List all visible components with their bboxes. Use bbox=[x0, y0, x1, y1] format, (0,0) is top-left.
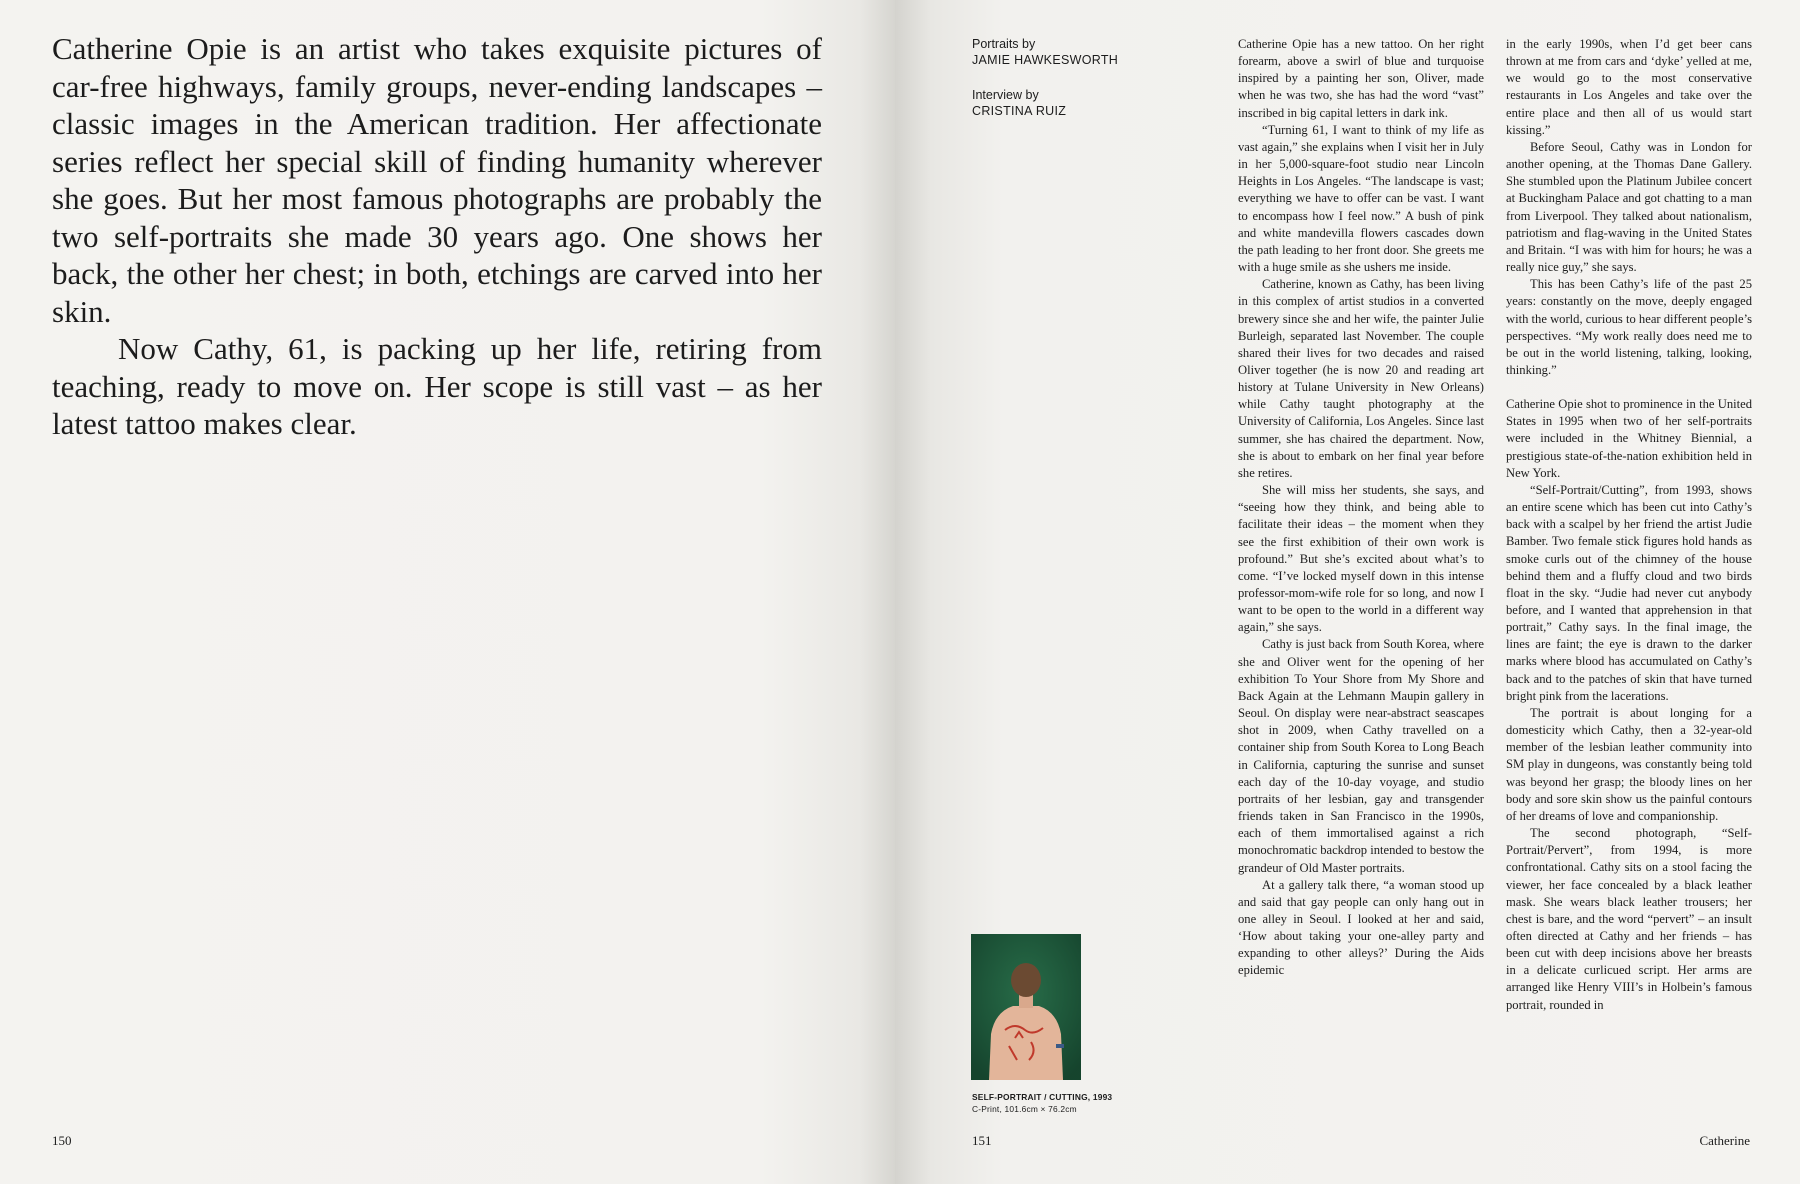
back-figure bbox=[989, 1006, 1063, 1080]
page-number: 150 bbox=[52, 1133, 72, 1148]
article-column-1 bbox=[1238, 36, 1484, 980]
photo-caption bbox=[972, 1092, 1112, 1115]
credits bbox=[972, 36, 1118, 119]
head-hair bbox=[1011, 963, 1041, 997]
running-head: Catherine bbox=[1699, 1133, 1750, 1148]
portraits-label: Portraits by bbox=[972, 37, 1036, 51]
article-paragraph: The portrait is about longing for a domesticity which Cathy, then a 32-year-old member of the lesbian leather community into SM play in dungeons, was constantly being told was beyond her grasp; the bloody lines on her body and sore skin show us the painful contours of her dreams of love and companionship. bbox=[1506, 705, 1752, 823]
article-paragraph: Before Seoul, Cathy was in London for another opening, at the Thomas Dane Gallery. She stumbled upon the Platinum Jubilee concert at Buckingham Palace and got chatting to a man from Liverpool. They talked about nationalism, patriotism and flag-waving in the United States and Britain. “I was with him for hours; he was a really nice guy,” she says. bbox=[1506, 139, 1752, 275]
portraits-name: JAMIE HAWKESWORTH bbox=[972, 53, 1119, 67]
page-number: 151 bbox=[972, 1133, 992, 1148]
interview-label: Interview by bbox=[972, 88, 1039, 102]
arm-tattoo bbox=[1056, 1044, 1064, 1048]
left-page bbox=[0, 0, 895, 1184]
article-paragraph: Catherine Opie shot to prominence in the United States in 1995 when two of her self-portraits were included in the Whitney Biennial, a prestigious state-of-the-nation exhibition held in New York. bbox=[1506, 397, 1752, 480]
article-paragraph: Cathy is just back from South Korea, where she and Oliver went for the opening of her exhibition To Your Shore from My Shore and Back Again at the Lehmann Maupin gallery in Seoul. On display were near-abstract seascapes shot in 2009, when Cathy travelled on a container ship from South Korea to Long Beach in California, capturing the sunrise and sunset each day of the 10-day voyage, and studio portraits of her lesbian, gay and transgender friends taken in San Francisco in the 1990s, each of them immortalised against a rich monochromatic backdrop intended to bestow the grandeur of Old Master portraits. bbox=[1238, 637, 1484, 875]
caption-title: SELF-PORTRAIT / CUTTING, 1993 bbox=[972, 1092, 1113, 1102]
right-page bbox=[895, 0, 1800, 1184]
article-paragraph: “Turning 61, I want to think of my life as vast again,” she explains when I visit her in July in her 5,000-square-foot studio near Lincoln Heights in Los Angeles. “The landscape is vast; everything we have to offer can be vast. I want to encompass how I feel now.” A bush of pink and white mandevilla flowers cascades down the path leading to her front door. She greets me with a huge smile as she ushers me inside. bbox=[1238, 122, 1484, 275]
article-paragraph: She will miss her students, she says, and “seeing how they think, and being able to facilitate their ideas – the moment when they see the first exhibition of their own work is profound.” But she’s excited about what’s to come. “I’ve locked myself down in this intense professor-mom-wife role for so long, and now I want to be open to the world in a different way again,” she says. bbox=[1238, 483, 1484, 635]
intro-paragraph: Now Cathy, 61, is packing up her life, retiring from teaching, ready to move on. Her scope is still vast – as her latest tattoo makes clear. bbox=[52, 331, 822, 441]
intro-paragraph: Catherine Opie is an artist who takes exquisite pictures of car-free highways, family groups, never-ending landscapes – classic images in the American tradition. Her affectionate series reflect her special skill of finding humanity wherever she goes. But her most famous photographs are probably the two self-portraits she made 30 years ago. One shows her back, the other her chest; in both, etchings are carved into her skin. bbox=[52, 31, 822, 329]
article-paragraph: At a gallery talk there, “a woman stood up and said that gay people can only hang out in one alley in Seoul. I looked at her and said, ‘How about taking your one-alley party and expanding to other alleys?’ During the Aids epidemic bbox=[1238, 877, 1484, 978]
interview-credit bbox=[972, 87, 1118, 119]
interview-name: CRISTINA RUIZ bbox=[972, 104, 1067, 118]
caption-details: C-Print, 101.6cm × 76.2cm bbox=[972, 1103, 1077, 1114]
self-portrait-photo bbox=[971, 934, 1081, 1080]
article-paragraph: in the early 1990s, when I’d get beer cans thrown at me from cars and ‘dyke’ yelled at me, we would go to the most conservative restaurants in Los Angeles and take over the entire place and then all of us would start kissing.” bbox=[1506, 37, 1752, 137]
article-paragraph: Catherine Opie has a new tattoo. On her right forearm, above a swirl of blue and turquoise inspired by a painting her son, Oliver, made when he was two, she has had the word “vast” inscribed in big capital letters in dark ink. bbox=[1238, 37, 1484, 120]
portraits-credit bbox=[972, 36, 1118, 68]
article-paragraph: “Self-Portrait/Cutting”, from 1993, shows an entire scene which has been cut into Cathy’s back with a scalpel by her friend the artist Judie Bamber. Two female stick figures hold hands as smoke curls out of the chimney of the house behind them and a fluffy cloud and two birds float in the sky. “Judie had never cut anybody before, and I wanted that apprehension in that portrait,” Cathy says. In the final image, the lines are faint; the eye is drawn to the darker marks where blood has accumulated on Cathy’s back and to the patches of skin that have turned bright pink from the lacerations. bbox=[1506, 482, 1752, 703]
intro-text bbox=[52, 30, 822, 443]
article-paragraph: Catherine, known as Cathy, has been living in this complex of artist studios in a converted brewery since she and her wife, the painter Julie Burleigh, separated last November. The couple shared their lives for two decades and raised Oliver together (he is now 20 and reading art history at Tulane University in New Orleans) while Cathy taught photography at the University of California, Los Angeles. Since last summer, she has chaired the department. Now, she is about to embark on her final year before she retires. bbox=[1238, 277, 1484, 480]
article-column-2 bbox=[1506, 36, 1752, 1014]
article-paragraph: The second photograph, “Self-Portrait/Pervert”, from 1994, is more confrontational. Cathy sits on a stool facing the viewer, her face concealed by a black leather mask. She wears black leather trousers; her chest is bare, and the word “pervert” – an insult often directed at Cathy and her friends – has been cut with deep incisions above her breasts in a delicate curlicued script. Her arms are arranged like Henry VIII’s in Holbein’s famous portrait, rounded in bbox=[1506, 826, 1752, 1012]
article-paragraph: This has been Cathy’s life of the past 25 years: constantly on the move, deeply engaged with the world, curious to hear different people’s perspectives. “My work really does need me to be out in the world listening, talking, looking, thinking.” bbox=[1506, 277, 1752, 377]
